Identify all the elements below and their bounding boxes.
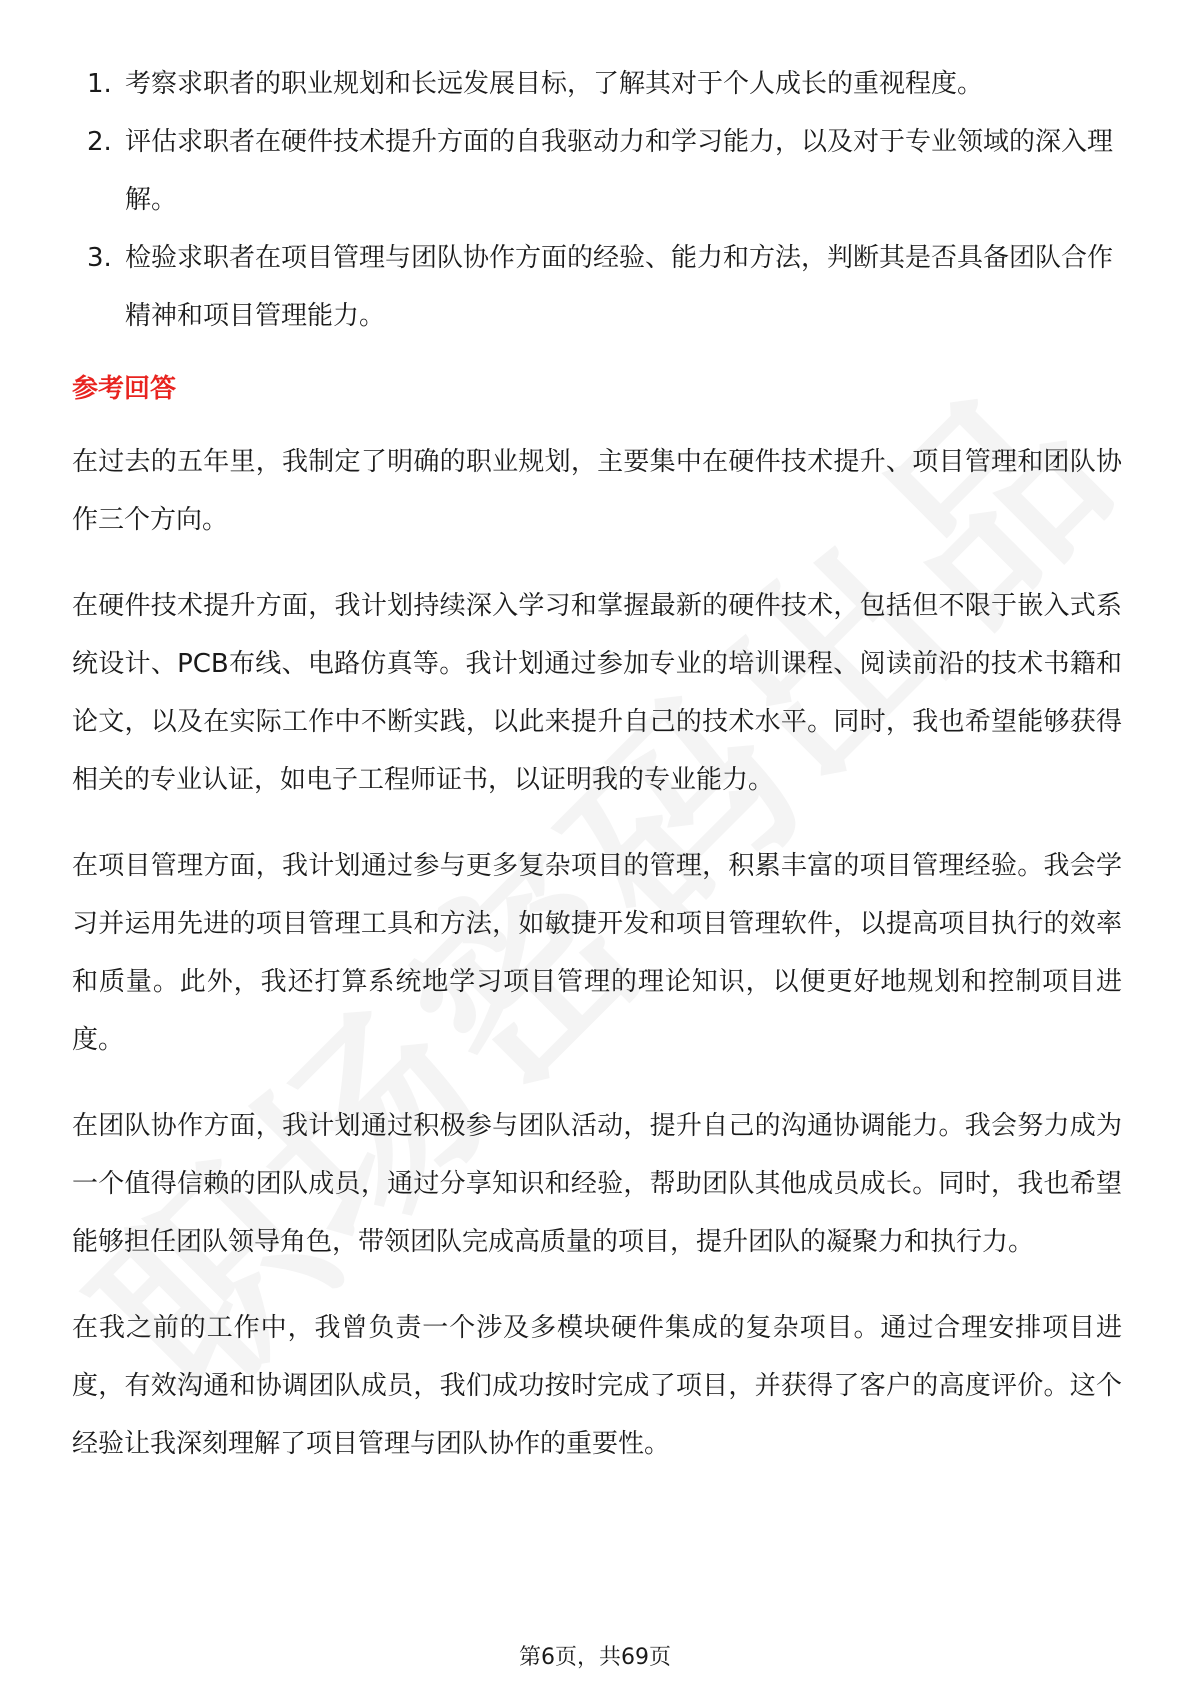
page-number: 第6页，共69页 xyxy=(519,1645,671,1670)
paragraph: 在项目管理方面，我计划通过参与更多复杂项目的管理，积累丰富的项目管理经验。我会学习并运用先进的项目管理工具和方法，如敏捷开发和项目管理软件，以提高项目执行的效率和质量。此外，我还打算系统地学习项目管理的理论知识，以便更好地规划和控制项目进度。 xyxy=(72,851,1122,1055)
list-item xyxy=(72,55,1122,113)
paragraph: 在硬件技术提升方面，我计划持续深入学习和掌握最新的硬件技术，包括但不限于嵌入式系统设计、PCB布线、电路仿真等。我计划通过参加专业的培训课程、阅读前沿的技术书籍和论文，以及在实际工作中不断实践，以此来提升自己的技术水平。同时，我也希望能够获得相关的专业认证，如电子工程师证书，以证明我的专业能力。 xyxy=(72,591,1122,795)
list-item xyxy=(72,113,1122,229)
list-item xyxy=(72,229,1122,345)
paragraph: 在我之前的工作中，我曾负责一个涉及多模块硬件集成的复杂项目。通过合理安排项目进度，有效沟通和协调团队成员，我们成功按时完成了项目，并获得了客户的高度评价。这个经验让我深刻理解了项目管理与团队协作的重要性。 xyxy=(72,1313,1122,1459)
paragraph: 在过去的五年里，我制定了明确的职业规划，主要集中在硬件技术提升、项目管理和团队协作三个方向。 xyxy=(72,447,1122,535)
criteria-list xyxy=(72,55,1122,345)
answer-heading: 参考回答 xyxy=(72,374,177,404)
list-item-number: 3. xyxy=(87,243,112,273)
paragraph: 在团队协作方面，我计划通过积极参与团队活动，提升自己的沟通协调能力。我会努力成为一个值得信赖的团队成员，通过分享知识和经验，帮助团队其他成员成长。同时，我也希望能够担任团队领导角色，带领团队完成高质量的项目，提升团队的凝聚力和执行力。 xyxy=(72,1111,1122,1257)
document-body xyxy=(72,55,1122,1501)
list-item-text: 检验求职者在项目管理与团队协作方面的经验、能力和方法，判断其是否具备团队合作精神和项目管理能力。 xyxy=(125,243,1114,331)
list-item-text: 评估求职者在硬件技术提升方面的自我驱动力和学习能力，以及对于专业领域的深入理解。 xyxy=(125,127,1114,215)
list-item-text: 考察求职者的职业规划和长远发展目标，了解其对于个人成长的重视程度。 xyxy=(125,69,984,99)
list-item-number: 2. xyxy=(87,127,112,157)
list-item-number: 1. xyxy=(87,69,112,99)
